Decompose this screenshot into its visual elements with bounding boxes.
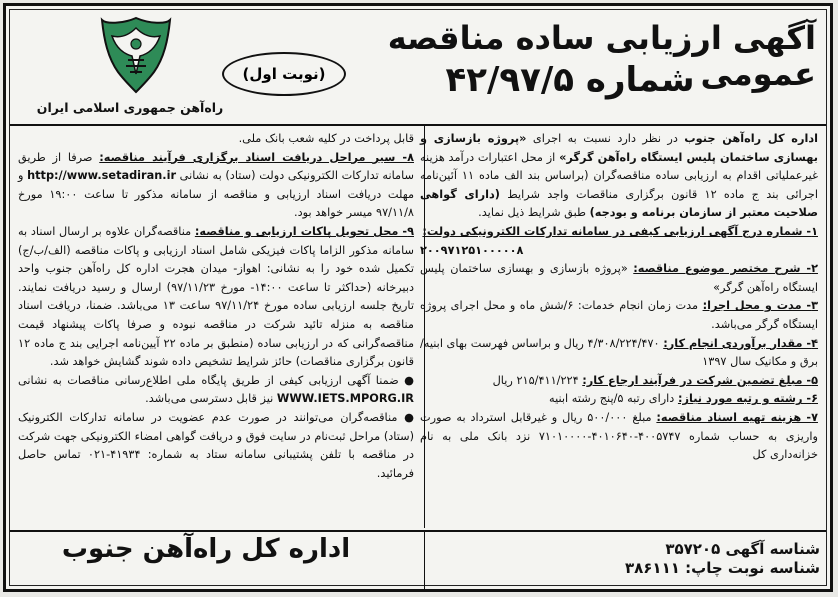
- note-iets-text-b: نیز قابل دسترسی می‌باشد.: [145, 392, 277, 406]
- section-9: [18, 223, 414, 372]
- intro-qualification: (دارای گواهی صلاحیت معتبر از سازمان برنامه و بودجه): [420, 187, 818, 220]
- intro-text-c: طبق شرایط ذیل نماید.: [478, 206, 590, 220]
- intro-text-b: از محل اعتبارات درآمد هزینه غیرعملیاتی اقدام به ارزیابی ساده مناقصه‌گران (براساس بند الف ماده ۱۱ آئین‌نامه اجرائی بند ج ماده ۱۲ قانون برگزاری مناقصات واجد شرایط: [420, 150, 819, 201]
- round-badge: (نوبت اول): [222, 52, 346, 96]
- section-2: [420, 260, 818, 297]
- section-8: [18, 149, 414, 223]
- section-4-text: ۴/۳۰۸/۲۲۴/۴۷۰ ریال و براساس فهرست بهای ابنیه/ برق و مکانیک سال ۱۳۹۷: [420, 336, 818, 369]
- section-5-heading: ۵- مبلغ تضمین شرکت در فرآیند ارجاع کار:: [582, 373, 818, 387]
- footer-organization: اداره کل راه‌آهن جنوب: [61, 534, 351, 564]
- section-5-text: ۲۱۵/۴۱۱/۲۲۴ ریال: [492, 373, 583, 387]
- section-9-heading: ۹- محل تحویل پاکات ارزیابی و مناقصه:: [194, 224, 414, 238]
- section-1-value-row: [420, 242, 818, 261]
- advertisement-page: [3, 3, 833, 592]
- footer-divider: [10, 530, 826, 532]
- section-4-heading: ۴- مقدار برآوردی انجام کار:: [663, 336, 819, 350]
- intro-org: اداره کل راه‌آهن جنوب: [684, 132, 818, 145]
- section-8-text-a: صرفا از طریق سامانه تدارکات الکترونیکی دولت (ستاد) به نشانی: [18, 150, 415, 183]
- section-7-heading: ۷- هزینه تهیه اسناد مناقصه:: [656, 410, 818, 424]
- continuation-line: قابل پرداخت در کلیه شعب بانک ملی.: [238, 132, 414, 145]
- section-3: [420, 297, 818, 334]
- intro-text-a: در نظر دارد نسبت به اجرای: [526, 132, 685, 145]
- section-6-heading: ۶- رشته و رتبه مورد نیاز:: [677, 392, 818, 406]
- note-iets: [18, 372, 414, 409]
- ad-id: شناسه آگهی ۳۵۷۲۰۵: [665, 540, 820, 558]
- section-8-heading: ۸- سیر مراحل دریافت اسناد برگزاری فرآیند مناقصه:: [99, 150, 414, 164]
- setad-link[interactable]: http://www.setadiran.ir: [27, 169, 177, 183]
- note-registration: ● مناقصه‌گران می‌توانند در صورت عدم عضویت در سامانه تدارکات الکترونیک (ستاد) مراحل ثبت‌نام در سایت فوق و دریافت گواهی امضاء الکترونیکی جهت شرکت در مناقصه با تلفن پشتیبانی سامانه ستاد به شماره: ۴۱۹۳۴-۰۲۱ تماس حاصل فرمائید.: [18, 410, 414, 480]
- ad-title: آگهی ارزیابی ساده مناقصه عمومی: [387, 19, 816, 93]
- footer-column-divider: [424, 532, 425, 590]
- print-id: شناسه نوبت چاپ: ۳۸۶۱۱۱: [624, 559, 820, 577]
- intro-paragraph: [420, 130, 818, 223]
- section-3-heading: ۳- مدت و محل اجرا:: [702, 299, 818, 313]
- note-iets-text-a: ● ضمنا آگهی ارزیابی کیفی از طریق پایگاه ملی اطلاع‌رسانی مناقصات به نشانی: [18, 373, 414, 387]
- section-4: [420, 335, 818, 372]
- section-2-text: «پروژه بازسازی و بهسازی ساختمان پلیس ایستگاه راه‌آهن گرگر»: [420, 262, 818, 294]
- section-2-heading: ۲- شرح مختصر موضوع مناقصه:: [633, 262, 818, 276]
- section-9-text: مناقصه‌گران علاوه بر ارسال اسناد به سامانه مذکور الزاما پاکات فیزیکی شامل اسناد ارزیابی و پاکات مناقصه (الف/ب/ج) تکمیل شده خود را به نشانی: اهواز- میدان هجرت اداره کل راه‌آهن جنوب واحد دبیرخانه (حداکثر تا ساعت ۱۴:۰۰- مورخ ۹۷/۱۱/۲۳) ارسال و رسید دریافت نمایند. تاریخ جلسه ارزیابی ساده مورخ ۹۷/۱۱/۲۴ ساعت ۱۳ می‌باشد. ضمنا، دریافت اسناد مناقصه به منزله تائید شرکت در مناقصه نبوده و صرفا پاکات پیشنهاد قیمت مناقصه‌گرانی که در ارزیابی ساده (منطبق بر ماده ۲۲ آیین‌نامه اجرایی بند ج ماده ۱۲ قانون برگزاری مناقصات) حائز شرایط تشخیص داده شوند گشایش خواهد شد.: [18, 224, 415, 369]
- section-5: [420, 372, 818, 391]
- section-3-text: مدت زمان انجام خدمات: ۶/شش ماه و محل اجرای پروژه ایستگاه گرگر می‌باشد.: [420, 299, 818, 331]
- header-divider: [10, 124, 826, 126]
- railway-logo-icon: [98, 14, 174, 96]
- left-column: [18, 130, 414, 483]
- footer-ids: [560, 540, 820, 578]
- section-8-text-b: و مهلت دریافت اسناد ارزیابی و مناقصه از سامانه مذکور تا ساعت ۱۹:۰۰ مورخ ۹۷/۱۱/۸ میسر خواهد بود.: [18, 169, 415, 220]
- section-7: [420, 409, 818, 465]
- section-1-heading: ۱- شماره درج آگهی ارزیابی کیفی در سامانه تدارکات الکترونیکی دولت:: [422, 224, 818, 238]
- section-7-text: مبلغ ۵۰۰/۰۰۰ ریال و غیرقابل استرداد به صورت واریزی به حساب شماره ۴۰۰۵۷۴۷-۴۰۱۰۶۴۰-۷۱۰۱۰۰۰۰ نزد بانک ملی به نام خزانه‌داری کل: [420, 410, 818, 462]
- logo-caption: راه‌آهن جمهوری اسلامی ایران: [36, 100, 224, 115]
- section-1-value: ۲۰۰۹۷۱۲۵۱۰۰۰۰۰۸: [420, 243, 524, 257]
- section-6-text: دارای رتبه ۵/پنج رشته ابنیه: [549, 392, 678, 406]
- ad-number: شماره ۴۲/۹۷/۵: [445, 60, 695, 100]
- intro-project: «پروژه بازسازی و بهسازی ساختمان پلیس ایستگاه راه‌آهن گرگر»: [420, 132, 818, 164]
- right-column: [420, 130, 818, 465]
- section-1: [420, 223, 818, 242]
- iets-link[interactable]: WWW.IETS.MPORG.IR: [276, 392, 414, 406]
- section-6: [420, 390, 818, 409]
